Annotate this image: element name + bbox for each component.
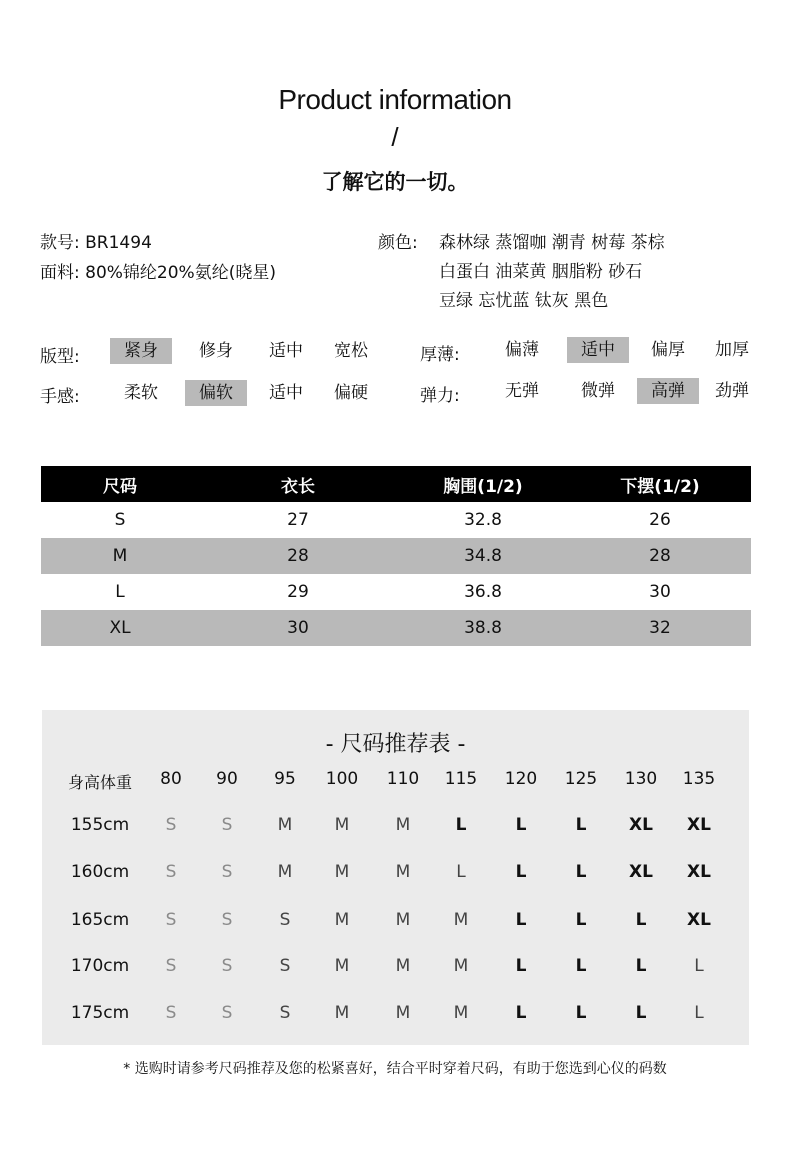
cell-chest: 32.8 [464, 510, 502, 530]
fabric-label: 面料: [40, 263, 80, 283]
hand-feel-option: 柔软 [124, 383, 158, 403]
recommended-size: S [279, 956, 291, 976]
cell-hem: 28 [569, 538, 751, 574]
thickness-option: 偏厚 [651, 340, 685, 360]
recommended-size: S [221, 956, 233, 976]
recommended-size: M [277, 862, 293, 882]
recommended-size: M [395, 815, 411, 835]
cell-size: M [41, 538, 199, 574]
recommended-size: L [575, 862, 587, 882]
size-table [41, 466, 751, 646]
cell-hem: 26 [649, 510, 671, 530]
cell-hem: 30 [649, 582, 671, 602]
recommended-size: L [515, 1003, 527, 1023]
color-label: 颜色: [378, 233, 418, 253]
recommended-size: M [334, 1003, 350, 1023]
recommendation-title: - 尺码推荐表 - [325, 732, 466, 757]
recommended-size: L [515, 815, 527, 835]
recommended-size: XL [629, 862, 653, 882]
recommended-size: L [575, 910, 587, 930]
cell-chest: 36.8 [464, 582, 502, 602]
recommended-size: S [279, 1003, 291, 1023]
recommended-size: L [635, 1003, 647, 1023]
fit-option: 修身 [199, 341, 233, 361]
header-chest: 胸围(1/2) [397, 466, 569, 502]
recommended-size: L [635, 910, 647, 930]
page-subtitle: 了解它的一切。 [321, 170, 469, 194]
recommended-size: XL [629, 815, 653, 835]
thickness-label: 厚薄: [420, 345, 460, 365]
recommended-size: M [277, 815, 293, 835]
height-label: 175cm [70, 1003, 130, 1023]
weight-header: 95 [274, 769, 296, 789]
recommended-size: L [575, 956, 587, 976]
recommended-size: S [279, 910, 291, 930]
thickness-option: 偏薄 [505, 340, 539, 360]
recommended-size: S [165, 910, 177, 930]
weight-header: 120 [504, 769, 538, 789]
model-row [40, 228, 152, 253]
recommended-size: M [395, 956, 411, 976]
cell-chest: 38.8 [397, 610, 569, 646]
recommended-size: L [455, 815, 467, 835]
recommended-size: L [575, 815, 587, 835]
recommended-size: M [395, 1003, 411, 1023]
recommended-size: S [221, 1003, 233, 1023]
height-weight-label: 身高体重 [67, 773, 132, 792]
weight-header: 125 [564, 769, 598, 789]
recommended-size: L [575, 1003, 587, 1023]
page-title: Product information [278, 84, 512, 115]
recommended-size: S [165, 1003, 177, 1023]
color-line-3: 豆绿 忘忧蓝 钛灰 黑色 [439, 291, 609, 311]
elasticity-option: 高弹 [637, 378, 699, 404]
fit-option: 紧身 [110, 338, 172, 364]
model-label: 款号: [40, 233, 80, 253]
recommended-size: L [515, 910, 527, 930]
fit-option: 适中 [269, 341, 303, 361]
recommended-size: M [453, 910, 469, 930]
header-size: 尺码 [41, 466, 199, 502]
recommended-size: M [453, 1003, 469, 1023]
header-hem: 下摆(1/2) [569, 466, 751, 502]
recommended-size: S [221, 815, 233, 835]
hand-feel-option: 偏硬 [334, 383, 368, 403]
elasticity-option: 无弹 [505, 381, 539, 401]
recommended-size: L [694, 956, 704, 976]
cell-length: 30 [199, 610, 397, 646]
cell-length: 29 [287, 582, 309, 602]
height-label: 155cm [70, 815, 130, 835]
cell-length: 27 [287, 510, 309, 530]
thickness-option: 适中 [567, 337, 629, 363]
table-row [41, 610, 751, 646]
recommended-size: XL [687, 910, 711, 930]
recommended-size: S [221, 862, 233, 882]
recommended-size: S [165, 815, 177, 835]
recommended-size: L [515, 862, 527, 882]
weight-header: 90 [216, 769, 238, 789]
hand-feel-option: 偏软 [185, 380, 247, 406]
fit-label: 版型: [40, 347, 80, 367]
recommended-size: XL [687, 862, 711, 882]
hand-feel-label: 手感: [40, 387, 80, 407]
fit-option: 宽松 [334, 341, 368, 361]
recommended-size: S [165, 862, 177, 882]
recommended-size: XL [687, 815, 711, 835]
recommended-size: M [395, 910, 411, 930]
height-label: 165cm [70, 910, 130, 930]
cell-size: S [114, 510, 126, 530]
recommended-size: L [694, 1003, 704, 1023]
elasticity-label: 弹力: [420, 386, 460, 406]
fabric-row [40, 258, 276, 283]
weight-header: 100 [325, 769, 359, 789]
cell-chest: 34.8 [397, 538, 569, 574]
model-value: BR1494 [85, 233, 152, 253]
color-line-1: 森林绿 蒸馏咖 潮青 树莓 茶棕 [439, 233, 665, 253]
recommended-size: S [221, 910, 233, 930]
table-row [41, 538, 751, 574]
weight-header: 80 [160, 769, 182, 789]
cell-size: L [115, 582, 125, 602]
table-row [41, 502, 751, 538]
footnote: * 选购时请参考尺码推荐及您的松紧喜好，结合平时穿着尺码，有助于您选到心仪的码数 [123, 1061, 667, 1077]
color-line-2: 白蛋白 油菜黄 胭脂粉 砂石 [439, 262, 643, 282]
size-table-header [41, 466, 751, 502]
recommended-size: M [334, 815, 350, 835]
recommended-size: M [395, 862, 411, 882]
title-separator: / [391, 122, 399, 152]
fabric-value: 80%锦纶20%氨纶(晓星) [85, 263, 276, 283]
thickness-option: 加厚 [715, 340, 749, 360]
cell-hem: 32 [569, 610, 751, 646]
weight-header: 115 [444, 769, 478, 789]
table-row [41, 574, 751, 610]
weight-header: 135 [682, 769, 716, 789]
header-length: 衣长 [199, 466, 397, 502]
hand-feel-option: 适中 [269, 383, 303, 403]
recommended-size: L [456, 862, 466, 882]
elasticity-option: 劲弹 [715, 381, 749, 401]
weight-header: 130 [624, 769, 658, 789]
recommended-size: L [635, 956, 647, 976]
recommended-size: L [515, 956, 527, 976]
recommended-size: M [453, 956, 469, 976]
recommended-size: M [334, 956, 350, 976]
cell-size: XL [41, 610, 199, 646]
weight-header: 110 [386, 769, 420, 789]
height-label: 160cm [70, 862, 130, 882]
height-label: 170cm [70, 956, 130, 976]
recommended-size: M [334, 910, 350, 930]
recommended-size: M [334, 862, 350, 882]
recommended-size: S [165, 956, 177, 976]
elasticity-option: 微弹 [581, 381, 615, 401]
cell-length: 28 [199, 538, 397, 574]
